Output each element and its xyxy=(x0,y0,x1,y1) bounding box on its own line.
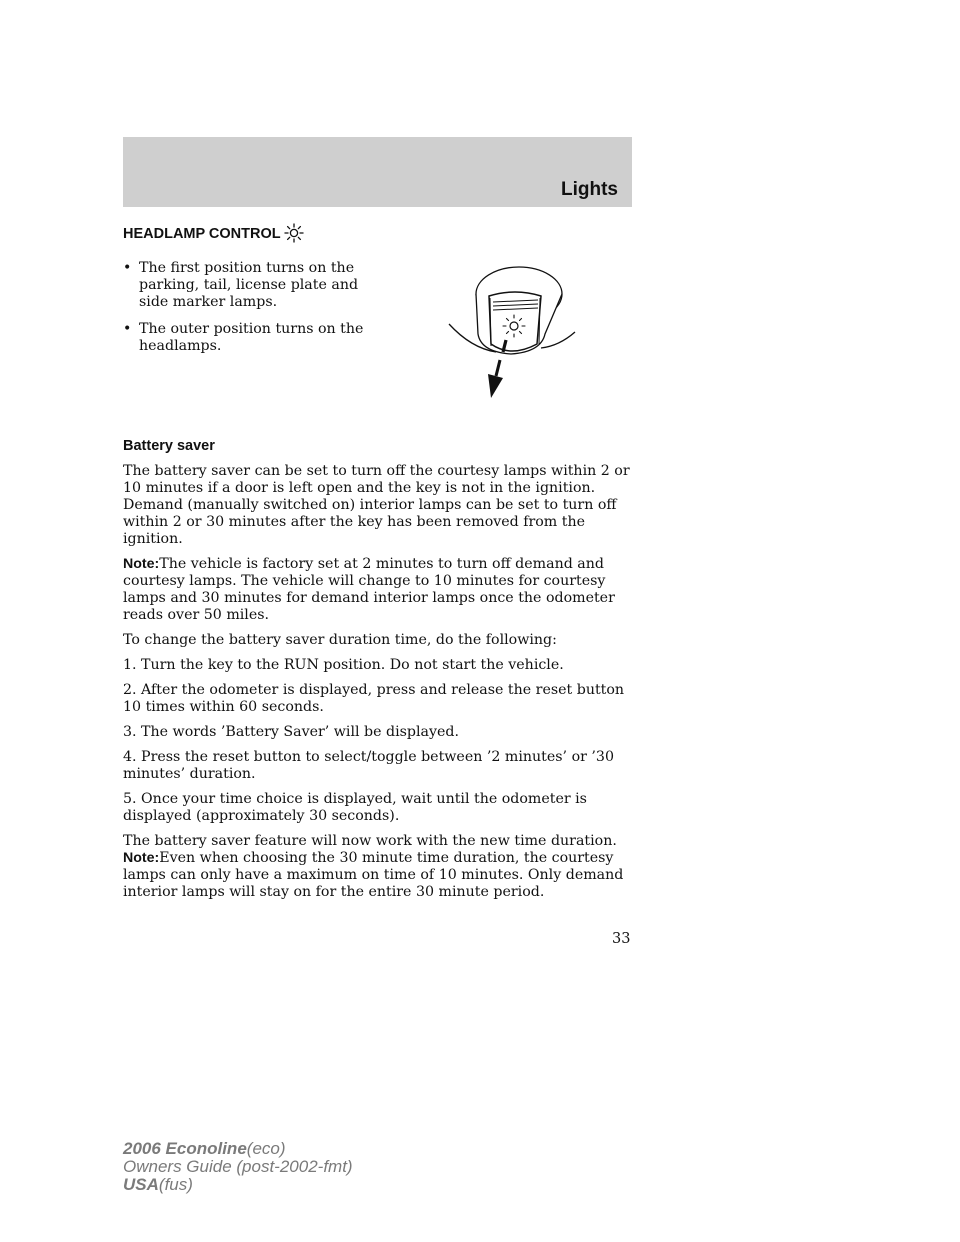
step-4: 4. Press the reset button to select/toggle between ’2 minutes’ or ’30 minutes’ duration. xyxy=(123,749,614,782)
step-3: 3. The words ’Battery Saver’ will be displayed. xyxy=(123,724,460,740)
battery-saver-closing: The battery saver feature will now work with the new time duration. xyxy=(123,833,617,849)
footer-line-3 xyxy=(123,1176,353,1194)
page-number: 33 xyxy=(612,931,631,947)
footer-line-1 xyxy=(123,1140,353,1158)
note-label: Note: xyxy=(123,556,160,572)
battery-saver-intro: The battery saver can be set to turn off the courtesy lamps within 2 or 10 minutes if a door is left open and the key is not in the ignition. Demand (manually switched on) interior lamps can be set to turn off within 2 or 30 minutes after the key has been removed from the ignition. xyxy=(123,463,630,547)
footer-model-code: (eco) xyxy=(246,1139,286,1158)
note-text: Even when choosing the 30 minute time duration, the courtesy lamps can only have a maximum on time of 10 minutes. Only demand interior lamps will stay on for the entire 30 minute period. xyxy=(123,850,624,900)
note-label: Note: xyxy=(123,850,160,866)
change-intro: To change the battery saver duration time, do the following: xyxy=(123,632,557,648)
battery-saver-note-2 xyxy=(123,850,643,901)
headlamp-heading-text: HEADLAMP CONTROL xyxy=(123,226,281,242)
headlamp-knob-illustration xyxy=(441,248,581,403)
document-footer xyxy=(123,1140,353,1194)
battery-saver-note-1 xyxy=(123,556,643,624)
footer-market: USA xyxy=(123,1175,159,1194)
section-title: Lights xyxy=(561,179,618,200)
headlamp-heading xyxy=(123,222,643,248)
footer-model: 2006 Econoline xyxy=(123,1139,247,1158)
note-text: The vehicle is factory set at 2 minutes to turn off demand and courtesy lamps. The vehicle will change to 10 minutes for courtesy lamps and 30 minutes for demand interior lamps once the odometer reads over 50 miles. xyxy=(123,556,615,623)
battery-saver-section xyxy=(123,438,643,909)
step-1: 1. Turn the key to the RUN position. Do not start the vehicle. xyxy=(123,657,564,673)
list-item: • The outer position turns on the headlamps. xyxy=(123,321,373,355)
step-2: 2. After the odometer is displayed, press and release the reset button 10 times within 60 seconds. xyxy=(123,682,625,715)
footer-market-code: (fus) xyxy=(158,1175,193,1194)
section-header-band xyxy=(123,137,632,207)
headlamp-sun-icon xyxy=(283,222,305,248)
list-item: • The first position turns on the parking, tail, license plate and side marker lamps. xyxy=(123,260,373,311)
step-5: 5. Once your time choice is displayed, wait until the odometer is displayed (approximately 30 seconds). xyxy=(123,791,587,824)
headlamp-bullet-list xyxy=(123,260,373,355)
battery-saver-heading: Battery saver xyxy=(123,438,215,454)
footer-line-2: Owners Guide (post-2002-fmt) xyxy=(123,1157,353,1176)
